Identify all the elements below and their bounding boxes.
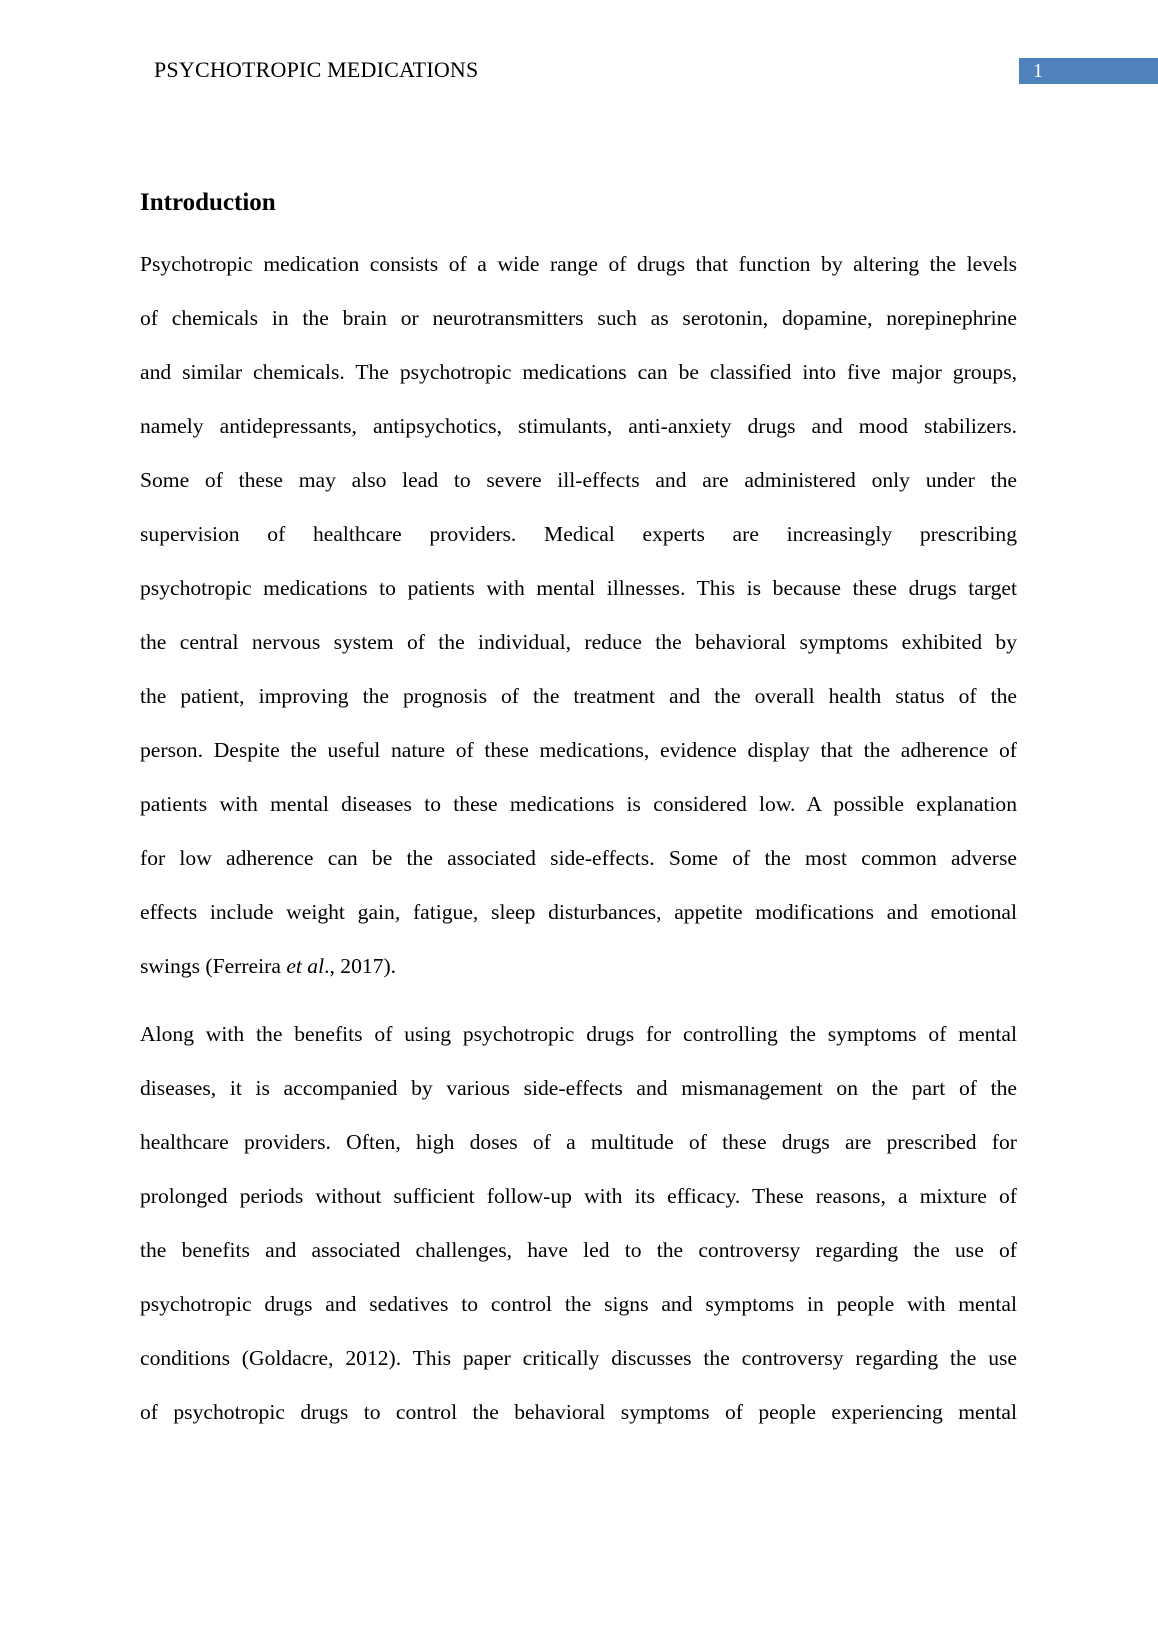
citation-et-al: et al xyxy=(286,954,325,978)
paragraph-line: for low adherence can be the associated side-effects. Some of the most common adverse xyxy=(140,846,1017,870)
paragraph-line: and similar chemicals. The psychotropic medications can be classified into five major groups, xyxy=(140,360,1017,384)
paragraph-line: patients with mental diseases to these medications is considered low. A possible explanation xyxy=(140,792,1017,816)
paragraph-line: prolonged periods without sufficient follow-up with its efficacy. These reasons, a mixture of xyxy=(140,1184,1017,1208)
page-number: 1 xyxy=(1033,60,1043,82)
paragraph-line: psychotropic medications to patients with mental illnesses. This is because these drugs target xyxy=(140,576,1017,600)
paragraph-line: the central nervous system of the individual, reduce the behavioral symptoms exhibited by xyxy=(140,630,1017,654)
paragraph-line: of chemicals in the brain or neurotransmitters such as serotonin, dopamine, norepinephrine xyxy=(140,306,1017,330)
citation-text-after: ., 2017). xyxy=(324,954,397,978)
paragraph-line: effects include weight gain, fatigue, sleep disturbances, appetite modifications and emotional xyxy=(140,900,1017,924)
citation-text-before: swings (Ferreira xyxy=(140,954,287,978)
paragraph-line: diseases, it is accompanied by various side-effects and mismanagement on the part of the xyxy=(140,1076,1017,1100)
paragraph-line: the patient, improving the prognosis of the treatment and the overall health status of the xyxy=(140,684,1017,708)
paragraph-line: the benefits and associated challenges, have led to the controversy regarding the use of xyxy=(140,1238,1017,1262)
paragraph-introduction xyxy=(140,237,1017,993)
paragraph-line: conditions (Goldacre, 2012). This paper critically discusses the controversy regarding the use xyxy=(140,1346,1017,1370)
paragraph-line: person. Despite the useful nature of these medications, evidence display that the adherence of xyxy=(140,738,1017,762)
paragraph-last-line xyxy=(140,939,1017,993)
section-heading: Introduction xyxy=(140,189,276,216)
paragraph-line: of psychotropic drugs to control the behavioral symptoms of people experiencing mental xyxy=(140,1400,1017,1424)
paragraph-line: supervision of healthcare providers. Medical experts are increasingly prescribing xyxy=(140,522,1017,546)
running-head: PSYCHOTROPIC MEDICATIONS xyxy=(154,57,479,82)
paragraph-line: Psychotropic medication consists of a wide range of drugs that function by altering the levels xyxy=(140,252,1017,276)
paragraph-line: psychotropic drugs and sedatives to control the signs and symptoms in people with mental xyxy=(140,1292,1017,1316)
paragraph-line: Along with the benefits of using psychotropic drugs for controlling the symptoms of mental xyxy=(140,1022,1017,1046)
paragraph-line: Some of these may also lead to severe ill-effects and are administered only under the xyxy=(140,468,1017,492)
paragraph-line: namely antidepressants, antipsychotics, stimulants, anti-anxiety drugs and mood stabilizers. xyxy=(140,414,1017,438)
paragraph-line: healthcare providers. Often, high doses of a multitude of these drugs are prescribed for xyxy=(140,1130,1017,1154)
paragraph-controversy xyxy=(140,1007,1017,1439)
page-number-box xyxy=(1019,58,1158,84)
